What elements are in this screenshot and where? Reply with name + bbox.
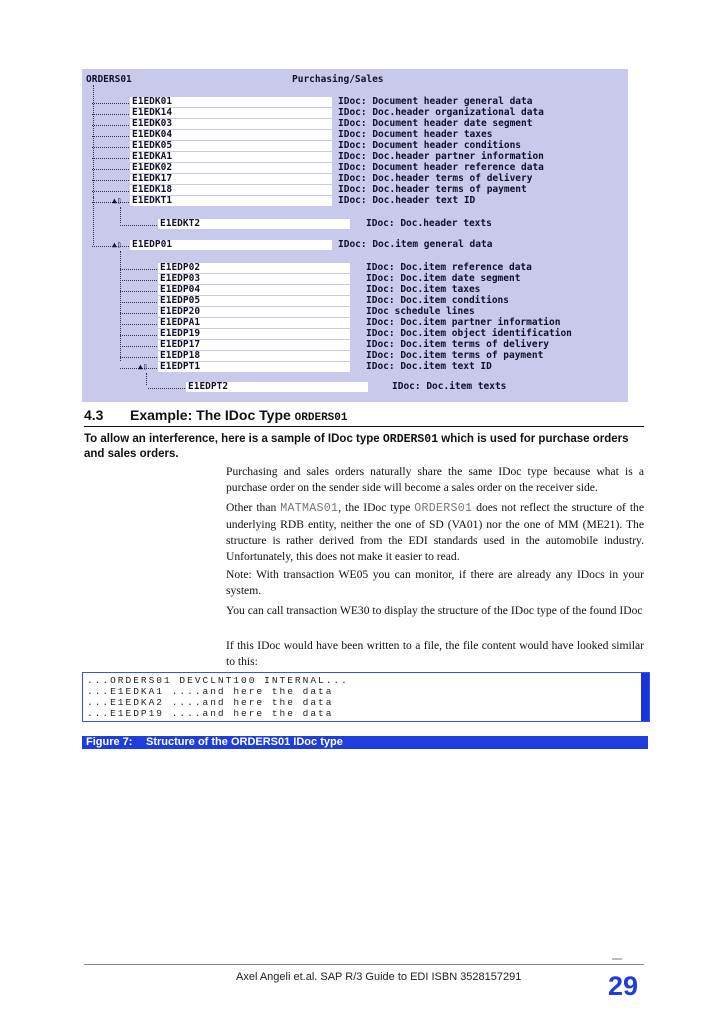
segment-desc: IDoc: Document header conditions <box>338 140 522 151</box>
folder-icon: ▲▯ <box>112 196 122 205</box>
tree-connector <box>120 324 157 325</box>
tree-connector <box>92 158 129 159</box>
root-segment-name: ORDERS01 <box>86 74 132 85</box>
tree-connector <box>92 103 129 104</box>
tree-connector <box>120 251 121 361</box>
segment-name: E1EDP05 <box>158 296 350 306</box>
root-segment-desc: Purchasing/Sales <box>292 74 384 85</box>
segment-name: E1EDK02 <box>130 163 332 173</box>
segment-name: E1EDP04 <box>158 285 350 295</box>
paragraph-3: Note: With transaction WE05 you can monitor, if there are already any IDocs in your system. <box>226 568 644 597</box>
tree-connector <box>120 280 157 281</box>
segment-name: E1EDPT2 <box>186 382 368 392</box>
figure-caption <box>82 736 648 749</box>
tree-connector <box>92 169 129 170</box>
segment-desc: IDoc: Doc.item general data <box>338 239 493 250</box>
segment-desc: IDoc: Doc.item taxes <box>366 284 481 295</box>
tree-connector <box>93 197 94 245</box>
segment-name: E1EDP17 <box>158 340 350 350</box>
footer-divider <box>84 964 644 965</box>
tree-connector <box>92 202 129 203</box>
footer-text: Axel Angeli et.al. SAP R/3 Guide to EDI ISBN 3528157291 <box>236 971 522 983</box>
segment-name: E1EDP19 <box>158 329 350 339</box>
segment-name: E1EDK04 <box>130 130 332 140</box>
folder-icon: ▲▯ <box>138 362 148 371</box>
tree-connector <box>120 291 157 292</box>
paragraph-2-text-b: , the IDoc type <box>338 501 415 514</box>
section-number: 4.3 <box>84 407 104 423</box>
paragraph-2-text-a: Other than <box>226 501 281 514</box>
footer-mark <box>612 958 622 960</box>
tree-connector <box>120 269 157 270</box>
segment-desc: IDoc: Doc.item date segment <box>366 273 521 284</box>
paragraph-2-code-1: MATMAS01 <box>280 502 339 515</box>
segment-name: E1EDP01 <box>130 240 332 250</box>
segment-desc: IDoc: Doc.header terms of delivery <box>338 173 533 184</box>
paragraph-1: Purchasing and sales orders naturally share the same IDoc type because what is a purchase order on the sender side will become a sales order on the receiver side. <box>226 465 644 494</box>
idoc-structure-figure <box>82 69 628 402</box>
segment-name: E1EDP18 <box>158 351 350 361</box>
segment-desc: IDoc: Doc.header partner information <box>338 151 544 162</box>
segment-name: E1EDK17 <box>130 174 332 184</box>
segment-desc: IDoc: Document header general data <box>338 96 533 107</box>
tree-connector <box>92 125 129 126</box>
tree-connector <box>92 136 129 137</box>
segment-name: E1EDP20 <box>158 307 350 317</box>
segment-desc: IDoc: Document header date segment <box>338 118 533 129</box>
segment-name: E1EDKT2 <box>158 219 350 229</box>
segment-desc: IDoc: Doc.item reference data <box>366 262 532 273</box>
intro-text-1: To allow an interference, here is a sample of IDoc type <box>84 433 383 445</box>
segment-name: E1EDP03 <box>158 274 350 284</box>
segment-desc: IDoc: Doc.item text ID <box>366 361 492 372</box>
segment-desc: IDoc: Doc.header organizational data <box>338 107 544 118</box>
paragraph-4: You can call transaction WE30 to display the structure of the IDoc type of the found IDoc <box>226 604 643 617</box>
segment-desc: IDoc: Doc.item object identification <box>366 328 572 339</box>
segment-desc: IDoc schedule lines <box>366 306 475 317</box>
tree-connector <box>120 346 157 347</box>
segment-name: E1EDK14 <box>130 108 332 118</box>
segment-name: E1EDKT1 <box>130 196 332 206</box>
paragraph-2-text-c: does not reflect the structure of the underlying RDB entity, neither the one of SD (VA01) nor the one of MM (ME21). The structure is rather derived from the EDI standards used in the automobile industry. Unfortunately, this does not make it easier to read. <box>226 501 644 563</box>
code-line: ...E1EDP19 ....and here the data <box>87 708 334 719</box>
tree-connector <box>92 191 129 192</box>
tree-connector <box>92 246 129 247</box>
tree-connector <box>120 357 157 358</box>
segment-name: E1EDPT1 <box>158 362 350 372</box>
segment-desc: IDoc: Document header taxes <box>338 129 493 140</box>
tree-connector <box>120 207 121 223</box>
section-heading <box>84 405 644 427</box>
segment-name: E1EDK03 <box>130 119 332 129</box>
segment-desc: IDoc: Doc.header text ID <box>338 195 476 206</box>
figure-title: Structure of the ORDERS01 IDoc type <box>146 736 343 748</box>
segment-desc: IDoc: Doc.header texts <box>366 218 492 229</box>
segment-desc: IDoc: Doc.item texts <box>392 381 507 392</box>
page-number: 29 <box>608 971 639 1001</box>
segment-desc: IDoc: Doc.item partner information <box>366 317 561 328</box>
code-box-sidebar <box>641 673 649 721</box>
intro-code: ORDERS01 <box>382 433 439 446</box>
segment-name: E1EDPA1 <box>158 318 350 328</box>
segment-desc: IDoc: Doc.header terms of payment <box>338 184 527 195</box>
segment-name: E1EDKA1 <box>130 152 332 162</box>
segment-desc: IDoc: Doc.item conditions <box>366 295 509 306</box>
intro-text-2: which is used for purchase orders and sales orders. <box>84 433 629 460</box>
tree-connector <box>120 225 157 226</box>
intro-paragraph <box>84 432 644 462</box>
tree-connector <box>120 335 157 336</box>
section-title-text: Example: The IDoc Type <box>130 407 295 423</box>
code-listing <box>82 672 650 722</box>
tree-connector <box>92 147 129 148</box>
tree-connector <box>120 302 157 303</box>
code-line: ...ORDERS01 DEVCLNT100 INTERNAL... <box>87 675 349 686</box>
segment-name: E1EDP02 <box>158 263 350 273</box>
tree-connector <box>146 373 147 385</box>
segment-desc: IDoc: Doc.item terms of payment <box>366 350 544 361</box>
section-title-code: ORDERS01 <box>294 412 348 424</box>
segment-name: E1EDK01 <box>130 97 332 107</box>
tree-connector <box>92 114 129 115</box>
tree-connector <box>120 313 157 314</box>
segment-desc: IDoc: Document header reference data <box>338 162 544 173</box>
segment-name: E1EDK05 <box>130 141 332 151</box>
paragraph-2-code-2: ORDERS01 <box>414 502 473 515</box>
tree-connector <box>92 180 129 181</box>
figure-label: Figure 7: <box>86 736 133 748</box>
segment-desc: IDoc: Doc.item terms of delivery <box>366 339 550 350</box>
section-title <box>130 407 347 424</box>
paragraph-2 <box>226 500 644 565</box>
paragraph-5: If this IDoc would have been written to a file, the file content would have looked similar to this: <box>226 639 644 668</box>
folder-icon: ▲▯ <box>112 240 122 249</box>
code-line: ...E1EDKA1 ....and here the data <box>87 686 334 697</box>
tree-connector <box>148 388 185 389</box>
segment-name: E1EDK18 <box>130 185 332 195</box>
code-line: ...E1EDKA2 ....and here the data <box>87 697 334 708</box>
